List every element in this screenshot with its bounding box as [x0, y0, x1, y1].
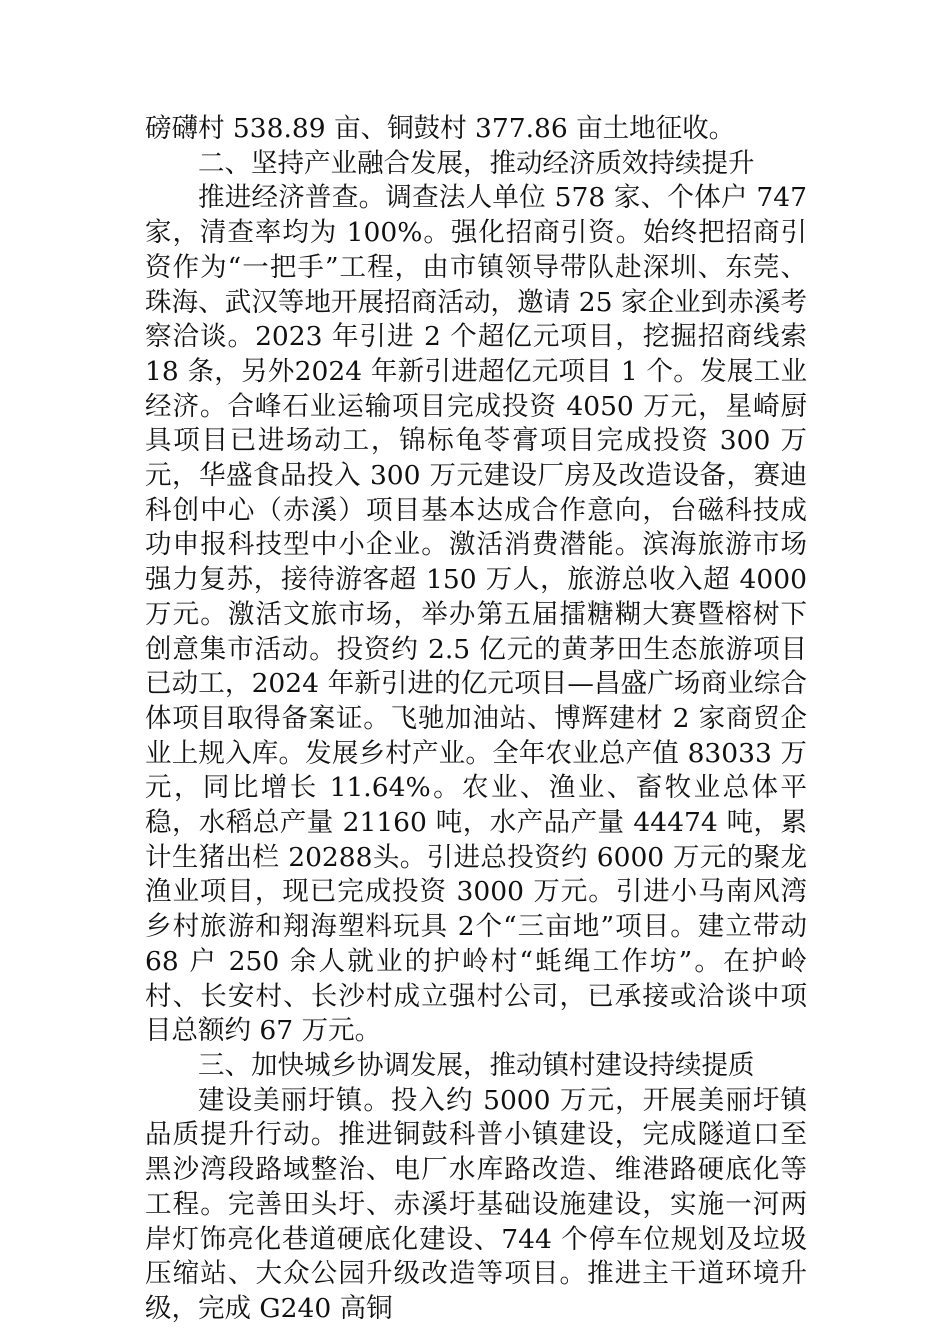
document-body — [145, 112, 807, 1327]
paragraph-town-construction: 建设美丽圩镇。投入约 5000 万元，开展美丽圩镇品质提升行动。推进铜鼓科普小镇建设，完成隧道口至黑沙湾段路域整治、电厂水库路改造、维港路硬底化等工程。完善田头圩、赤溪圩基础设施建设，实施一河两岸灯饰亮化巷道硬底化建设、744 个停车位规划及垃圾压缩站、大众公园升级改造等项目。推进主干道环境升级，完成 G240 高铜 — [145, 1084, 807, 1324]
section-heading-urban-rural: 三、加快城乡协调发展，推动镇村建设持续提质 — [198, 1049, 755, 1081]
paragraph-land-acquisition: 磅礴村 538.89 亩、铜鼓村 377.86 亩土地征收。 — [145, 113, 736, 144]
section-heading-industry: 二、坚持产业融合发展，推动经济质效持续提升 — [198, 147, 755, 179]
paragraph-economy: 推进经济普查。调查法人单位 578 家、个体户 747 家，清查率均为 100%。强化招商引资。始终把招商引资作为“一把手”工程，由市镇领导带队赴深圳、东莞、珠海、武汉等地开展招商活动，邀请 25 家企业到赤溪考察洽谈。2023 年引进 2 个超亿元项目，挖掘招商线索 18 条，另外2024 年新引进超亿元项目 1 个。发展工业经济。合峰石业运输项目完成投资 4050 万元，星崎厨具项目已进场动工，锦标龟苓膏项目完成投资 300 万元，华盛食品投入 300 万元建设厂房及改造设备，赛迪科创中心（赤溪）项目基本达成合作意向，台磁科技成功申报科技型中小企业。激活消费潜能。滨海旅游市场强力复苏，接待游客超 150 万人，旅游总收入超 4000 万元。激活文旅市场，举办第五届擂糖糊大赛暨榕树下创意集市活动。投资约 2.5 亿元的黄茅田生态旅游项目已动工，2024 年新引进的亿元项目—昌盛广场商业综合体项目取得备案证。飞驰加油站、博辉建材 2 家商贸企业上规入库。发展乡村产业。全年农业总产值 83033 万元，同比增长 11.64%。农业、渔业、畜牧业总体平稳，水稻总产量 21160 吨，水产品产量 44474 吨，累计生猪出栏 20288头。引进总投资约 6000 万元的聚龙渔业项目，现已完成投资 3000 万元。引进小马南风湾乡村旅游和翔海塑料玩具 2个“三亩地”项目。建立带动 68 户 250 余人就业的护岭村“蚝绳工作坊”。在护岭村、长安村、长沙村成立强村公司，已承接或洽谈中项目总额约 67 万元。 — [145, 182, 807, 1047]
